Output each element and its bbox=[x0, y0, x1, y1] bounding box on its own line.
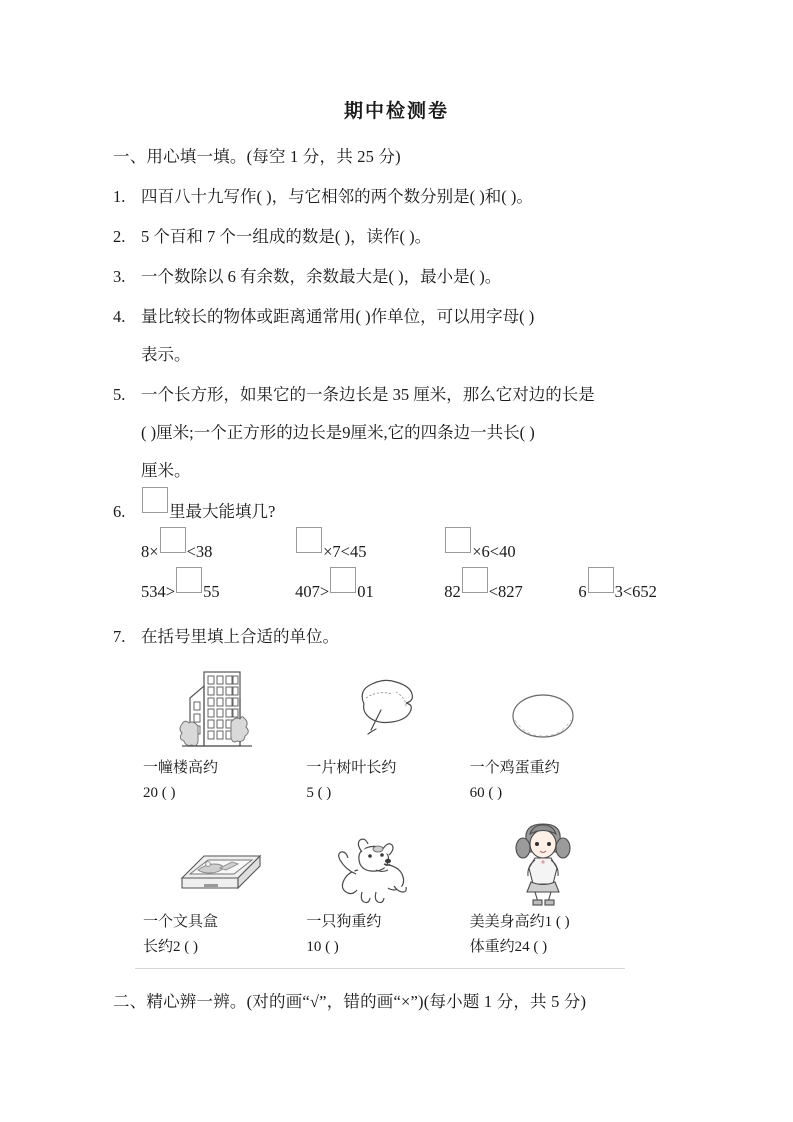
question-4-line-1: 量比较长的物体或距离通常用( )作单位，可以用字母( ) bbox=[141, 307, 535, 326]
question-1-number: 1. bbox=[113, 187, 126, 206]
answer-box-eq1[interactable] bbox=[160, 527, 186, 553]
caption-leaf-line-1: 一片树叶长约 bbox=[306, 760, 397, 776]
section-heading-two: 二、精心辨一辨。(对的画“√”，错的画“×”)(每小题 1 分，共 5 分) bbox=[113, 992, 587, 1011]
unit-cell-dog bbox=[298, 818, 461, 964]
question-4-line-2: 表示。 bbox=[141, 345, 191, 364]
unit-cell-girl bbox=[462, 818, 625, 964]
answer-box-prompt[interactable] bbox=[142, 487, 168, 513]
egg-icon bbox=[462, 664, 625, 756]
question-2-number: 2. bbox=[113, 227, 126, 246]
answer-box-eq3[interactable] bbox=[445, 527, 471, 553]
equation-82box-lt-827 bbox=[444, 572, 574, 612]
eq5-before: 407> bbox=[295, 582, 330, 601]
caption-pencil-case-line-1: 一个文具盒 bbox=[143, 914, 219, 930]
equation-8x-lt-38 bbox=[141, 532, 291, 572]
equation-x7-lt-45 bbox=[295, 532, 440, 572]
question-7-number: 7. bbox=[113, 627, 126, 646]
question-4 bbox=[113, 298, 703, 374]
dog-icon bbox=[298, 818, 461, 910]
equation-6box3-lt-652 bbox=[578, 572, 657, 612]
eq6-after: <827 bbox=[488, 582, 523, 601]
girl-icon bbox=[462, 818, 625, 910]
answer-box-eq7[interactable] bbox=[588, 567, 614, 593]
caption-dog-line-2: 10 ( ) bbox=[306, 939, 339, 955]
unit-grid-row-2 bbox=[135, 818, 625, 964]
question-2 bbox=[113, 218, 703, 256]
unit-illustration-grid bbox=[135, 664, 625, 969]
caption-leaf-line-2: 5 ( ) bbox=[306, 785, 332, 801]
equation-534-gt-box55 bbox=[141, 572, 291, 612]
question-2-line-1: 5 个百和 7 个一组成的数是( )，读作( )。 bbox=[141, 227, 432, 246]
caption-egg-line-2: 60 ( ) bbox=[469, 785, 503, 801]
unit-caption-building bbox=[135, 756, 298, 806]
question-7 bbox=[113, 618, 703, 656]
unit-cell-leaf bbox=[298, 664, 461, 810]
question-5-line-3: 厘米。 bbox=[141, 461, 191, 480]
question-6-number: 6. bbox=[113, 502, 126, 521]
unit-caption-egg bbox=[462, 756, 625, 806]
unit-cell-building bbox=[135, 664, 298, 810]
question-5-line-2: ( )厘米;一个正方形的边长是9厘米,它的四条边一共长( ) bbox=[141, 423, 535, 442]
answer-box-eq5[interactable] bbox=[330, 567, 356, 593]
caption-pencil-case-line-2: 长约2 ( ) bbox=[143, 939, 198, 955]
question-1-line-1: 四百八十九写作( )，与它相邻的两个数分别是( )和( )。 bbox=[141, 187, 533, 206]
caption-building-line-2: 20 ( ) bbox=[143, 785, 176, 801]
question-5-number: 5. bbox=[113, 385, 126, 404]
eq7-after: 3<652 bbox=[614, 582, 657, 601]
question-7-line-1: 在括号里填上合适的单位。 bbox=[141, 627, 339, 646]
question-3-line-1: 一个数除以 6 有余数，余数最大是( )，最小是( )。 bbox=[141, 267, 502, 286]
question-3 bbox=[113, 258, 703, 296]
question-3-number: 3. bbox=[113, 267, 126, 286]
caption-egg-line-1: 一个鸡蛋重约 bbox=[469, 760, 560, 776]
unit-cell-egg bbox=[462, 664, 625, 810]
eq5-after: 01 bbox=[357, 582, 374, 601]
eq2-after: ×7<45 bbox=[323, 542, 367, 561]
unit-caption-pencil-case bbox=[135, 910, 298, 960]
section-heading-one: 一、用心填一填。(每空 1 分，共 25 分) bbox=[113, 147, 401, 166]
answer-box-eq6[interactable] bbox=[462, 567, 488, 593]
page-title: 期中检测卷 bbox=[343, 100, 449, 122]
eq1-after: <38 bbox=[186, 542, 213, 561]
eq6-before: 82 bbox=[444, 582, 461, 601]
unit-caption-girl bbox=[462, 910, 625, 960]
question-6-prompt bbox=[141, 492, 703, 532]
answer-box-eq2[interactable] bbox=[296, 527, 322, 553]
question-1 bbox=[113, 178, 703, 216]
eq1-before: 8× bbox=[141, 542, 159, 561]
question-6-equation-row-1 bbox=[141, 532, 703, 572]
answer-box-eq4[interactable] bbox=[176, 567, 202, 593]
question-5-line-1: 一个长方形，如果它的一条边长是 35 厘米，那么它对边的长是 bbox=[141, 385, 595, 404]
eq4-after: 55 bbox=[203, 582, 220, 601]
eq4-before: 534> bbox=[141, 582, 176, 601]
equation-x6-lt-40 bbox=[444, 532, 515, 572]
pencil-case-icon bbox=[135, 818, 298, 910]
exam-content bbox=[0, 124, 793, 1017]
unit-cell-pencil-case bbox=[135, 818, 298, 964]
question-6-equation-row-2 bbox=[141, 572, 703, 612]
unit-caption-dog bbox=[298, 910, 461, 960]
caption-dog-line-1: 一只狗重约 bbox=[306, 914, 382, 930]
question-6-prompt-text: 里最大能填几? bbox=[169, 502, 276, 521]
question-6 bbox=[113, 492, 703, 612]
eq7-before: 6 bbox=[578, 582, 587, 601]
equation-407-gt-box01 bbox=[295, 572, 440, 612]
eq3-after: ×6<40 bbox=[472, 542, 516, 561]
unit-caption-leaf bbox=[298, 756, 461, 806]
caption-building-line-1: 一幢楼高约 bbox=[143, 760, 219, 776]
question-4-number: 4. bbox=[113, 307, 126, 326]
caption-girl-line-1: 美美身高约1 ( ) bbox=[469, 914, 570, 930]
building-icon bbox=[135, 664, 298, 756]
unit-grid-row-1 bbox=[135, 664, 625, 810]
leaf-icon bbox=[298, 664, 461, 756]
caption-girl-line-2: 体重约24 ( ) bbox=[469, 939, 548, 955]
question-5 bbox=[113, 376, 703, 490]
